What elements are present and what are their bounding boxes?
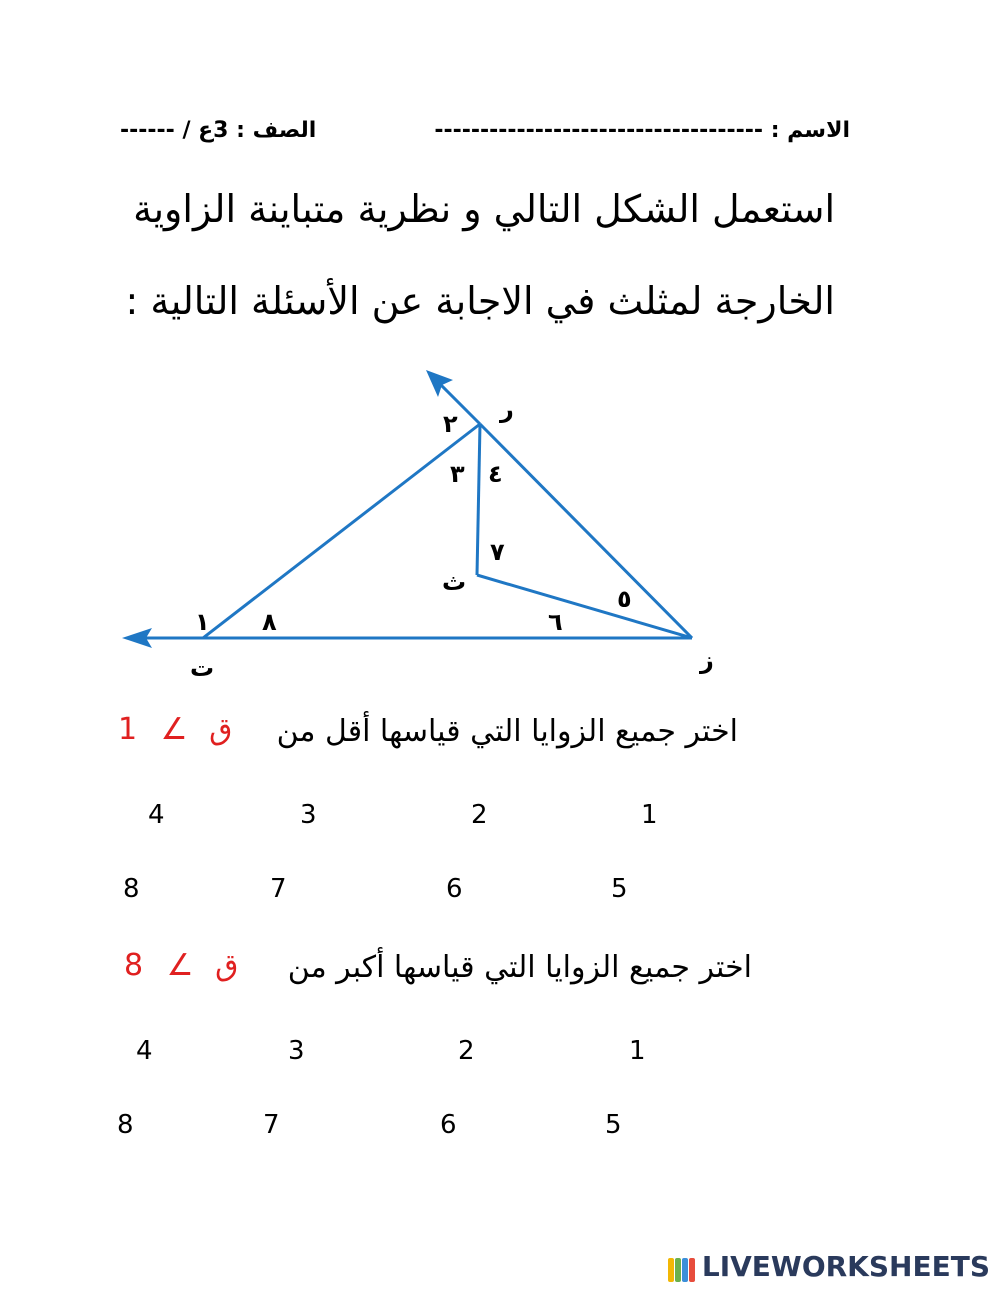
q2-option-7[interactable]: 7 <box>263 1110 280 1140</box>
line-t-r <box>203 424 480 638</box>
vertex-label-r: ر <box>500 395 514 423</box>
question-1-text: اختر جميع الزوايا التي قياسها أقل من <box>276 714 738 749</box>
q2-option-4[interactable]: 4 <box>136 1036 153 1066</box>
name-label: الاسم : <box>770 118 850 143</box>
vertex-label-z: ز <box>700 646 714 674</box>
vertex-label-t: ت <box>190 654 215 682</box>
q2-option-2[interactable]: 2 <box>458 1036 475 1066</box>
angle-label-2: ٢ <box>443 410 458 438</box>
vertex-label-th: ث <box>442 568 467 596</box>
angle-label-6: ٦ <box>548 608 563 636</box>
q1-option-7[interactable]: 7 <box>270 874 287 904</box>
q1-option-3[interactable]: 3 <box>300 800 317 830</box>
q1-option-2[interactable]: 2 <box>471 800 488 830</box>
name-line: ------------------------------------ <box>434 118 764 143</box>
question-2-reference <box>124 948 254 983</box>
angle-label-8: ٨ <box>262 608 277 636</box>
angle-label-3: ٣ <box>450 460 465 488</box>
instruction-line-2: الخارجة لمثلث في الاجابة عن الأسئلة التالية : <box>125 279 835 323</box>
class-label: الصف : <box>236 118 317 143</box>
q1-angle-symbol: ∠ <box>160 712 188 747</box>
q1-option-4[interactable]: 4 <box>148 800 165 830</box>
q2-option-8[interactable]: 8 <box>117 1110 134 1140</box>
q1-option-1[interactable]: 1 <box>641 800 658 830</box>
q1-option-6[interactable]: 6 <box>446 874 463 904</box>
q1-ref-prefix: ق <box>209 712 233 747</box>
figure-lines <box>128 376 692 638</box>
class-value: 3ع / ------ <box>120 118 229 143</box>
instruction-line-1: استعمل الشكل التالي و نظرية متباينة الزاوية <box>133 187 835 231</box>
angle-label-1: ١ <box>195 608 210 636</box>
liveworksheets-logo <box>702 1250 990 1283</box>
triangle-figure <box>0 360 1000 690</box>
class-field <box>120 118 316 143</box>
q2-option-1[interactable]: 1 <box>629 1036 646 1066</box>
angle-label-5: ٥ <box>617 585 632 613</box>
liveworksheets-icon <box>668 1256 696 1284</box>
q2-ref-number: 8 <box>124 948 144 983</box>
q2-option-5[interactable]: 5 <box>605 1110 622 1140</box>
line-r-th <box>477 424 480 575</box>
q2-option-6[interactable]: 6 <box>440 1110 457 1140</box>
logo-text: LIVEWORKSHEETS <box>701 1250 990 1283</box>
q1-option-8[interactable]: 8 <box>123 874 140 904</box>
q2-ref-prefix: ق <box>215 948 239 983</box>
q2-angle-symbol: ∠ <box>166 948 194 983</box>
name-field <box>434 118 850 143</box>
q1-ref-number: 1 <box>118 712 138 747</box>
q2-option-3[interactable]: 3 <box>288 1036 305 1066</box>
question-2-text: اختر جميع الزوايا التي قياسها أكبر من <box>287 950 752 985</box>
angle-label-7: ٧ <box>490 538 505 566</box>
question-1-reference <box>118 712 248 747</box>
angle-label-4: ٤ <box>488 460 503 488</box>
q1-option-5[interactable]: 5 <box>611 874 628 904</box>
